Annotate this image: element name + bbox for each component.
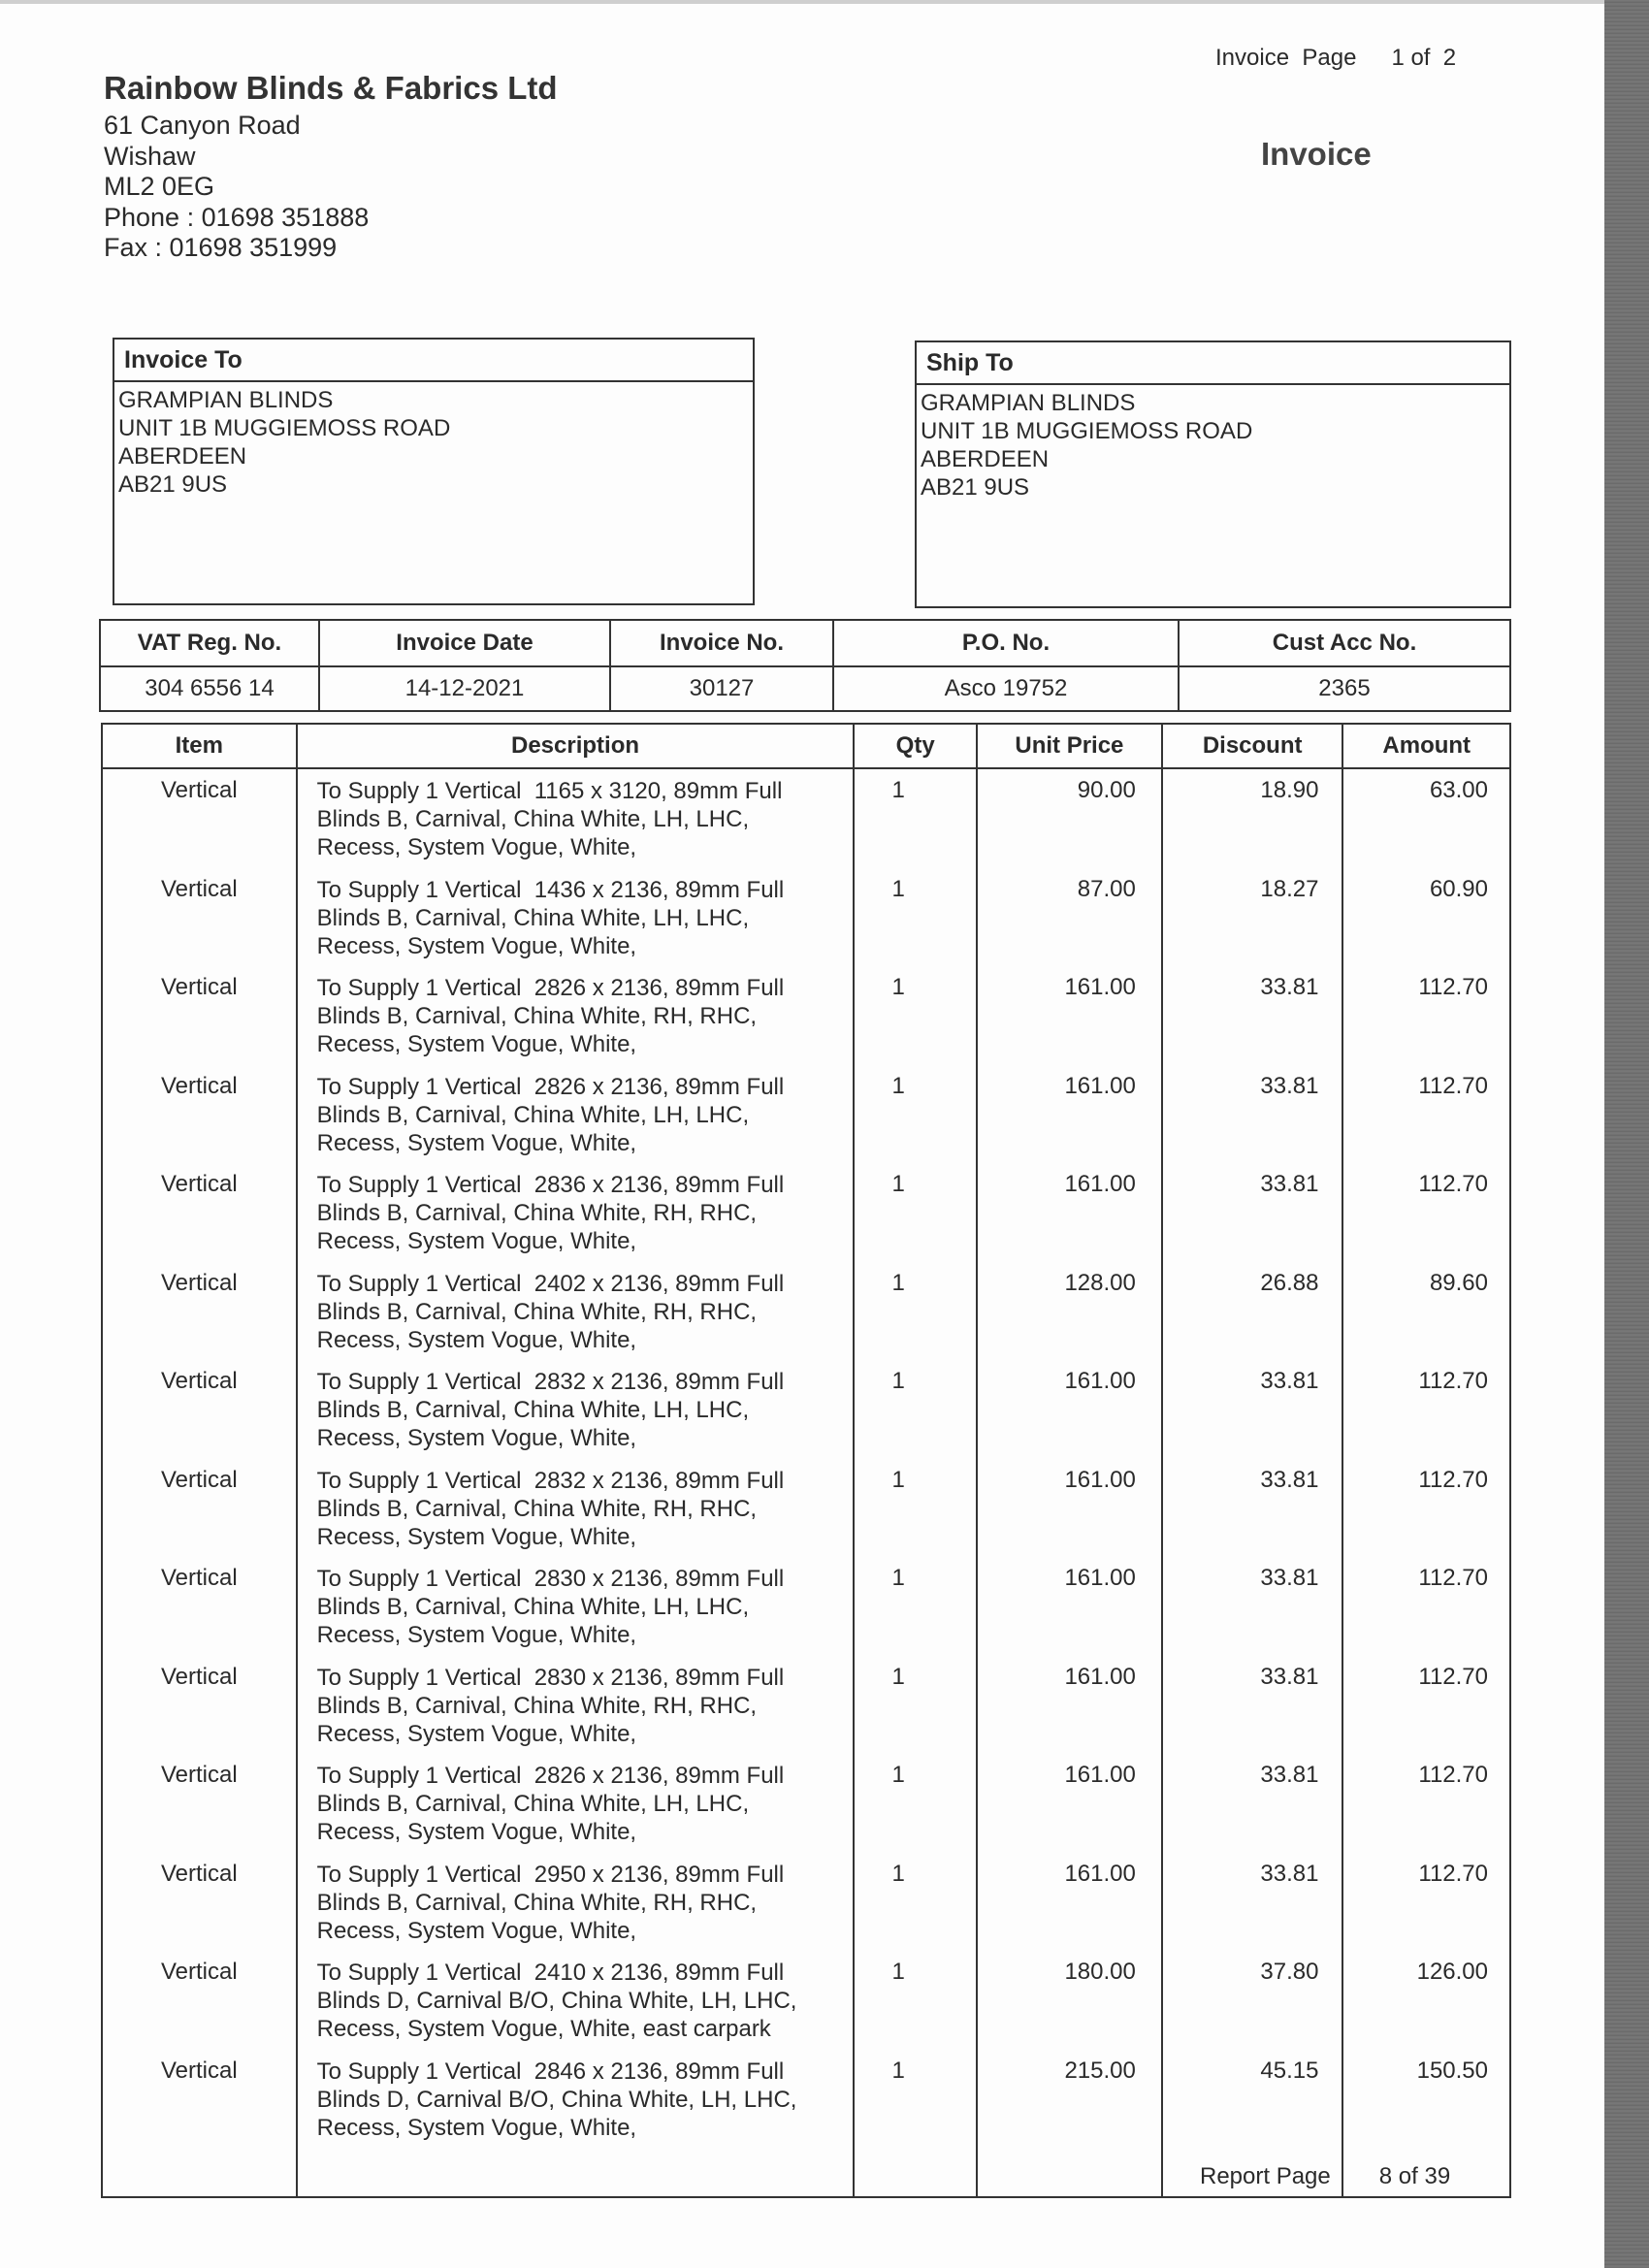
item-amount: 112.70 <box>1418 1072 1488 1099</box>
item-discount: 45.15 <box>1260 2057 1319 2084</box>
col-header-unit-price: Unit Price <box>977 724 1162 768</box>
item-qty: 1 <box>891 1663 905 1690</box>
item-type: Vertical <box>160 1663 238 1690</box>
item-unit-price: 161.00 <box>1064 1663 1136 1690</box>
company-address-line: 61 Canyon Road <box>104 111 301 140</box>
item-description <box>317 1754 853 1846</box>
report-page-info <box>1200 2163 1450 2190</box>
item-qty: 1 <box>891 974 905 1000</box>
item-description <box>317 1065 853 1157</box>
invoice-page-info <box>1215 45 1456 72</box>
company-phone: Phone : 01698 351888 <box>104 202 370 232</box>
items-header-row <box>102 724 1510 768</box>
description-line: Recess, System Vogue, White, east carpark <box>316 2016 771 2042</box>
description-line: Blinds B, Carnival, China White, LH, LHC, <box>316 1397 750 1423</box>
description-line: To Supply 1 Vertical 2830 x 2136, 89mm Full <box>316 1566 785 1592</box>
description-line: Blinds B, Carnival, China White, LH, LHC, <box>316 1101 750 1128</box>
item-type: Vertical <box>160 974 238 1000</box>
description-line: To Supply 1 Vertical 2410 x 2136, 89mm Full <box>316 1960 785 1986</box>
item-qty: 1 <box>891 1565 905 1591</box>
invoice-to-heading: Invoice To <box>114 340 753 382</box>
item-amount: 112.70 <box>1418 974 1488 1000</box>
item-type: Vertical <box>160 875 238 902</box>
description-line: To Supply 1 Vertical 2832 x 2136, 89mm Full <box>316 1467 785 1494</box>
description-line: Recess, System Vogue, White, <box>316 834 637 860</box>
document-title: Invoice <box>1261 136 1372 172</box>
line-item-row <box>102 1557 1510 1656</box>
report-page-label: Report Page <box>1200 2163 1331 2189</box>
col-header-description: Description <box>297 724 855 768</box>
line-item-row <box>102 1163 1510 1262</box>
item-unit-price: 87.00 <box>1077 875 1136 902</box>
item-discount: 33.81 <box>1260 1171 1319 1197</box>
item-amount: 112.70 <box>1418 1171 1488 1197</box>
company-fax: Fax : 01698 351999 <box>104 233 338 262</box>
col-header-discount: Discount <box>1162 724 1343 768</box>
report-page-value: 8 of 39 <box>1378 2163 1451 2189</box>
line-item-row <box>102 1262 1510 1361</box>
line-item-row <box>102 768 1510 868</box>
description-line: Blinds B, Carnival, China White, LH, LHC, <box>316 904 750 931</box>
item-type: Vertical <box>160 1860 238 1887</box>
item-unit-price: 215.00 <box>1064 2057 1136 2084</box>
item-description <box>317 868 853 960</box>
item-discount: 18.90 <box>1260 777 1319 803</box>
description-line: Recess, System Vogue, White, <box>316 1031 637 1057</box>
item-unit-price: 161.00 <box>1064 1860 1136 1887</box>
item-description <box>317 1360 853 1452</box>
meta-header-invoice-no: Invoice No. <box>610 620 833 666</box>
item-qty: 1 <box>891 1171 905 1197</box>
item-type: Vertical <box>160 1466 238 1493</box>
scan-edge <box>1604 0 1649 2268</box>
item-unit-price: 161.00 <box>1064 1072 1136 1099</box>
item-discount: 18.27 <box>1260 875 1319 902</box>
item-unit-price: 128.00 <box>1064 1269 1136 1296</box>
item-unit-price: 161.00 <box>1064 1565 1136 1591</box>
description-line: To Supply 1 Vertical 2830 x 2136, 89mm Full <box>316 1664 785 1691</box>
ship-to-line: GRAMPIAN BLINDS <box>921 390 1136 416</box>
item-discount: 33.81 <box>1260 1466 1319 1493</box>
meta-value-row <box>100 666 1510 711</box>
cust-acc-no: 2365 <box>1179 666 1510 711</box>
item-amount: 60.90 <box>1429 875 1488 902</box>
ship-to-line: AB21 9US <box>921 474 1030 501</box>
col-header-item: Item <box>102 724 297 768</box>
po-no: Asco 19752 <box>833 666 1179 711</box>
invoice-to-line: ABERDEEN <box>118 443 247 470</box>
item-type: Vertical <box>160 1269 238 1296</box>
line-items-table <box>101 723 1511 2198</box>
item-description <box>317 1656 853 1748</box>
item-discount: 33.81 <box>1260 1762 1319 1788</box>
item-qty: 1 <box>891 777 905 803</box>
item-unit-price: 161.00 <box>1064 1466 1136 1493</box>
col-header-qty: Qty <box>854 724 977 768</box>
description-line: To Supply 1 Vertical 2950 x 2136, 89mm Full <box>316 1861 785 1888</box>
item-type: Vertical <box>160 1072 238 1099</box>
item-type: Vertical <box>160 1171 238 1197</box>
description-line: Blinds B, Carnival, China White, RH, RHC, <box>316 1889 758 1916</box>
description-line: Blinds B, Carnival, China White, LH, LHC, <box>316 1594 750 1620</box>
item-discount: 33.81 <box>1260 1368 1319 1394</box>
item-amount: 112.70 <box>1418 1466 1488 1493</box>
item-discount: 33.81 <box>1260 1565 1319 1591</box>
description-line: To Supply 1 Vertical 2826 x 2136, 89mm Full <box>316 1073 785 1100</box>
description-line: To Supply 1 Vertical 2846 x 2136, 89mm Full <box>316 2057 785 2085</box>
item-type: Vertical <box>160 777 238 803</box>
item-discount: 33.81 <box>1260 1663 1319 1690</box>
item-unit-price: 90.00 <box>1077 777 1136 803</box>
description-line: Blinds D, Carnival B/O, China White, LH, LHC, <box>316 2086 797 2113</box>
description-line: To Supply 1 Vertical 1436 x 2136, 89mm Full <box>316 876 785 903</box>
item-unit-price: 161.00 <box>1064 1368 1136 1394</box>
description-line: Blinds B, Carnival, China White, LH, LHC, <box>316 1791 750 1817</box>
description-line: Recess, System Vogue, White, <box>316 1129 637 1156</box>
description-line: Blinds B, Carnival, China White, RH, RHC, <box>316 1298 758 1325</box>
description-line: Recess, System Vogue, White, <box>316 1819 637 1845</box>
item-amount: 112.70 <box>1418 1762 1488 1788</box>
item-type: Vertical <box>160 2057 238 2084</box>
ship-to-line: ABERDEEN <box>921 446 1050 472</box>
item-amount: 89.60 <box>1429 1269 1488 1296</box>
description-line: Recess, System Vogue, White, <box>316 1326 637 1353</box>
meta-header-row <box>100 620 1510 666</box>
item-unit-price: 161.00 <box>1064 974 1136 1000</box>
invoice-page-value: 1 of 2 <box>1391 45 1457 71</box>
item-qty: 1 <box>891 1466 905 1493</box>
line-item-row <box>102 1065 1510 1164</box>
description-line: Recess, System Vogue, White, <box>316 1917 637 1944</box>
description-line: To Supply 1 Vertical 2826 x 2136, 89mm Full <box>316 1763 785 1789</box>
item-description <box>317 1853 853 1945</box>
item-qty: 1 <box>891 1269 905 1296</box>
item-amount: 112.70 <box>1418 1565 1488 1591</box>
item-description <box>317 1951 853 2043</box>
item-description <box>317 1262 853 1354</box>
description-line: Blinds B, Carnival, China White, LH, LHC, <box>316 806 750 832</box>
item-qty: 1 <box>891 1959 905 1985</box>
description-line: Blinds B, Carnival, China White, RH, RHC, <box>316 1200 758 1226</box>
line-item-row <box>102 1951 1510 2050</box>
item-amount: 150.50 <box>1416 2057 1488 2084</box>
item-description <box>317 769 853 861</box>
item-discount: 37.80 <box>1260 1959 1319 1985</box>
item-qty: 1 <box>891 1368 905 1394</box>
description-line: Recess, System Vogue, White, <box>316 1425 637 1451</box>
meta-header-cust-acc: Cust Acc No. <box>1179 620 1510 666</box>
description-line: Blinds B, Carnival, China White, RH, RHC, <box>316 1003 758 1029</box>
item-amount: 63.00 <box>1429 777 1488 803</box>
description-line: Recess, System Vogue, White, <box>316 1622 637 1648</box>
ship-to-heading: Ship To <box>917 342 1509 385</box>
ship-to-box <box>915 340 1511 608</box>
description-line: Recess, System Vogue, White, <box>316 932 637 959</box>
company-name: Rainbow Blinds & Fabrics Ltd <box>104 70 558 106</box>
item-amount: 126.00 <box>1416 1959 1488 1985</box>
meta-header-po: P.O. No. <box>833 620 1179 666</box>
description-line: Recess, System Vogue, White, <box>316 1228 637 1254</box>
item-qty: 1 <box>891 1072 905 1099</box>
item-qty: 1 <box>891 1860 905 1887</box>
item-amount: 112.70 <box>1418 1860 1488 1887</box>
item-description <box>317 966 853 1058</box>
description-line: To Supply 1 Vertical 2836 x 2136, 89mm Full <box>316 1172 785 1198</box>
line-item-row <box>102 1656 1510 1755</box>
invoice-page-label: Invoice Page <box>1215 45 1357 71</box>
line-item-row <box>102 1853 1510 1952</box>
description-line: Recess, System Vogue, White, <box>316 1720 637 1747</box>
invoice-to-box <box>113 338 755 605</box>
item-qty: 1 <box>891 1762 905 1788</box>
item-description <box>317 1163 853 1255</box>
item-type: Vertical <box>160 1565 238 1591</box>
item-discount: 33.81 <box>1260 1860 1319 1887</box>
item-type: Vertical <box>160 1959 238 1985</box>
ship-to-line: UNIT 1B MUGGIEMOSS ROAD <box>921 418 1253 444</box>
line-item-row <box>102 1754 1510 1853</box>
invoice-no: 30127 <box>610 666 833 711</box>
item-unit-price: 161.00 <box>1064 1762 1136 1788</box>
description-line: Blinds B, Carnival, China White, RH, RHC, <box>316 1495 758 1522</box>
item-unit-price: 161.00 <box>1064 1171 1136 1197</box>
item-type: Vertical <box>160 1368 238 1394</box>
description-line: To Supply 1 Vertical 2832 x 2136, 89mm Full <box>316 1369 785 1395</box>
company-header <box>104 70 558 264</box>
description-line: To Supply 1 Vertical 2826 x 2136, 89mm Full <box>316 975 785 1001</box>
description-line: Blinds B, Carnival, China White, RH, RHC, <box>316 1692 758 1719</box>
item-discount: 26.88 <box>1260 1269 1319 1296</box>
scan-top-edge <box>0 0 1604 4</box>
item-discount: 33.81 <box>1260 1072 1319 1099</box>
invoice-to-line: GRAMPIAN BLINDS <box>118 387 334 413</box>
col-header-amount: Amount <box>1342 724 1510 768</box>
item-qty: 1 <box>891 2057 905 2084</box>
invoice-to-line: AB21 9US <box>118 471 228 498</box>
item-amount: 112.70 <box>1418 1368 1488 1394</box>
description-line: Blinds D, Carnival B/O, China White, LH, LHC, <box>316 1988 797 2014</box>
item-description <box>317 2050 853 2142</box>
description-line: Recess, System Vogue, White, <box>316 2114 637 2141</box>
line-item-row <box>102 868 1510 967</box>
invoice-meta-table <box>99 619 1511 712</box>
meta-header-date: Invoice Date <box>319 620 610 666</box>
item-amount: 112.70 <box>1418 1663 1488 1690</box>
description-line: To Supply 1 Vertical 2402 x 2136, 89mm Full <box>316 1270 785 1297</box>
company-address-line: ML2 0EG <box>104 172 215 201</box>
invoice-date: 14-12-2021 <box>319 666 610 711</box>
item-unit-price: 180.00 <box>1064 1959 1136 1985</box>
line-item-row <box>102 966 1510 1065</box>
item-qty: 1 <box>891 875 905 902</box>
item-description <box>317 1459 853 1551</box>
line-item-row <box>102 1360 1510 1459</box>
vat-reg-no: 304 6556 14 <box>100 666 319 711</box>
line-item-row <box>102 1459 1510 1558</box>
item-discount: 33.81 <box>1260 974 1319 1000</box>
description-line: To Supply 1 Vertical 1165 x 3120, 89mm Full <box>316 778 783 804</box>
description-line: Recess, System Vogue, White, <box>316 1523 637 1550</box>
item-description <box>317 1557 853 1649</box>
meta-header-vat: VAT Reg. No. <box>100 620 319 666</box>
company-address-line: Wishaw <box>104 141 196 171</box>
item-type: Vertical <box>160 1762 238 1788</box>
invoice-to-line: UNIT 1B MUGGIEMOSS ROAD <box>118 415 451 441</box>
